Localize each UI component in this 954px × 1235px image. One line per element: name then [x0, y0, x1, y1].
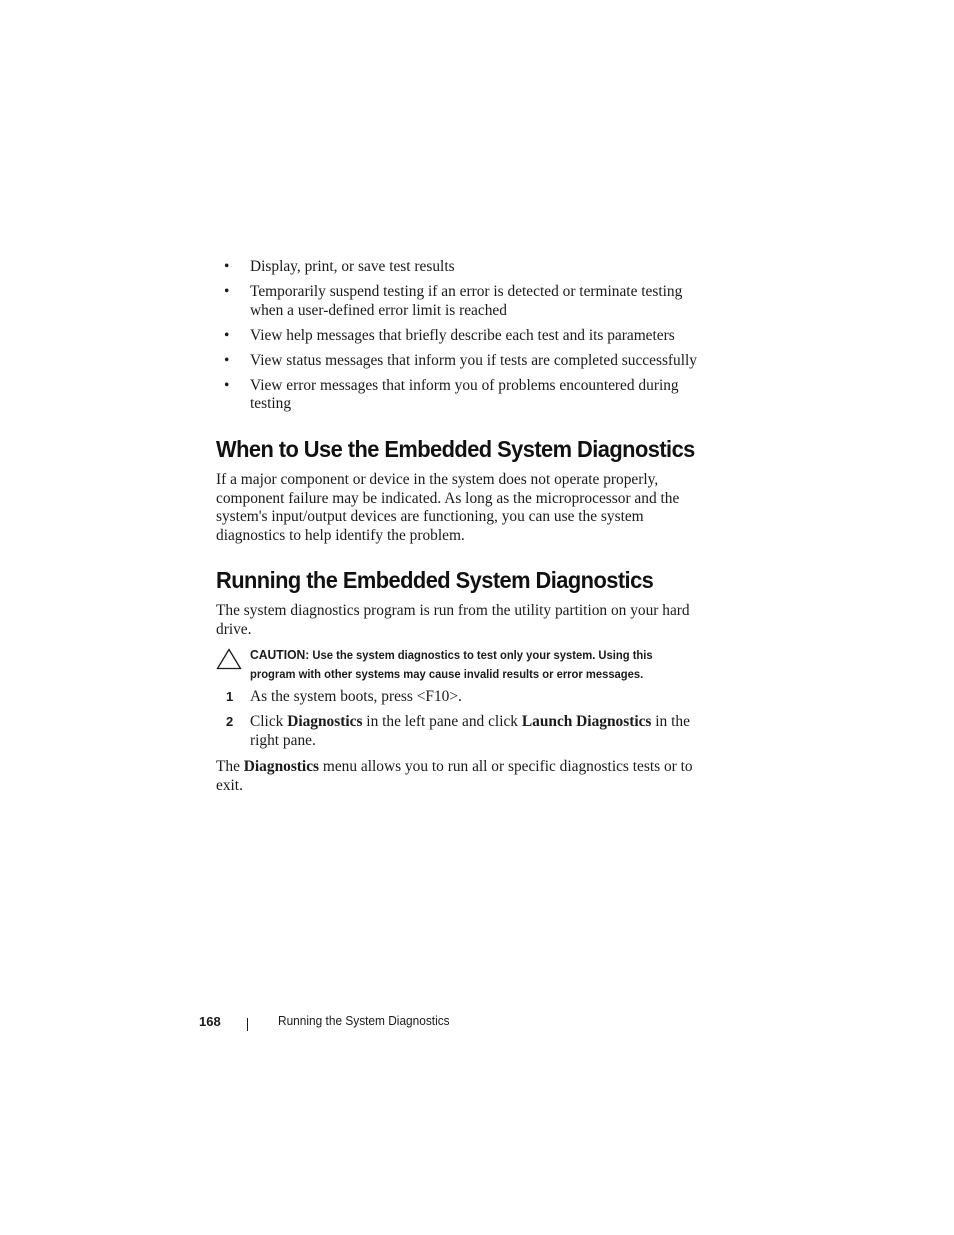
ui-term-diagnostics: Diagnostics	[287, 713, 363, 731]
caution-text-block	[250, 646, 682, 683]
bullet-text: View status messages that inform you if tests are completed successfully	[250, 351, 698, 369]
list-item: • Temporarily suspend testing if an error is detected or terminate testing when a user-defined error limit is reached	[224, 283, 683, 319]
feature-bullet-list	[216, 258, 716, 420]
footer-chapter-title: Running the System Diagnostics	[278, 1014, 450, 1028]
procedure-steps	[216, 688, 716, 757]
step-number: 1	[226, 689, 234, 704]
list-item: • View help messages that briefly describe each test and its parameters	[224, 326, 675, 344]
closing-paragraph	[216, 758, 716, 795]
step-text: As the system boots, press <F10>.	[250, 688, 462, 705]
caution-label: CAUTION:	[250, 647, 310, 662]
step-number: 2	[226, 714, 234, 730]
step-text-post: in the right pane.	[250, 713, 690, 749]
step-text-mid: in the left pane and click	[362, 713, 522, 731]
list-item	[216, 713, 716, 750]
section-body-when-to-use: If a major component or device in the system does not operate properly, component failure may be indicated. As long as the microprocessor and the system's input/output devices are functioning, you can use the system diagnostics to help identify the problem.	[216, 471, 680, 544]
section-heading-when-to-use: When to Use the Embedded System Diagnostics	[216, 436, 695, 462]
step-text-pre: Click	[250, 713, 288, 731]
bullet-text: Temporarily suspend testing if an error is detected or terminate testing when a user-defined error limit is reached	[250, 283, 683, 319]
closing-post: menu allows you to run all or specific diagnostics tests or to exit.	[216, 758, 693, 794]
page-number: 168	[199, 1014, 221, 1029]
section-body-running: The system diagnostics program is run from the utility partition on your hard drive.	[216, 602, 690, 638]
caution-triangle-icon	[216, 648, 242, 670]
list-item: • View error messages that inform you of problems encountered during testing	[224, 376, 679, 412]
ui-term-launch-diagnostics: Launch Diagnostics	[521, 713, 652, 731]
list-item	[216, 688, 716, 707]
footer-separator	[247, 1018, 248, 1031]
ui-term-diagnostics-menu: Diagnostics	[243, 758, 320, 775]
bullet-text: Display, print, or save test results	[250, 258, 455, 275]
caution-text: Use the system diagnostics to test only your system. Using this program with other systems may cause invalid results or error messages.	[250, 648, 653, 681]
list-item: • Display, print, or save test results	[224, 258, 455, 275]
bullet-text: View error messages that inform you of problems encountered during testing	[250, 376, 679, 412]
closing-pre: The	[216, 758, 244, 775]
section-heading-running: Running the Embedded System Diagnostics	[216, 567, 654, 593]
list-item: • View status messages that inform you if tests are completed successfully	[224, 351, 698, 369]
bullet-text: View help messages that briefly describe each test and its parameters	[250, 326, 675, 344]
